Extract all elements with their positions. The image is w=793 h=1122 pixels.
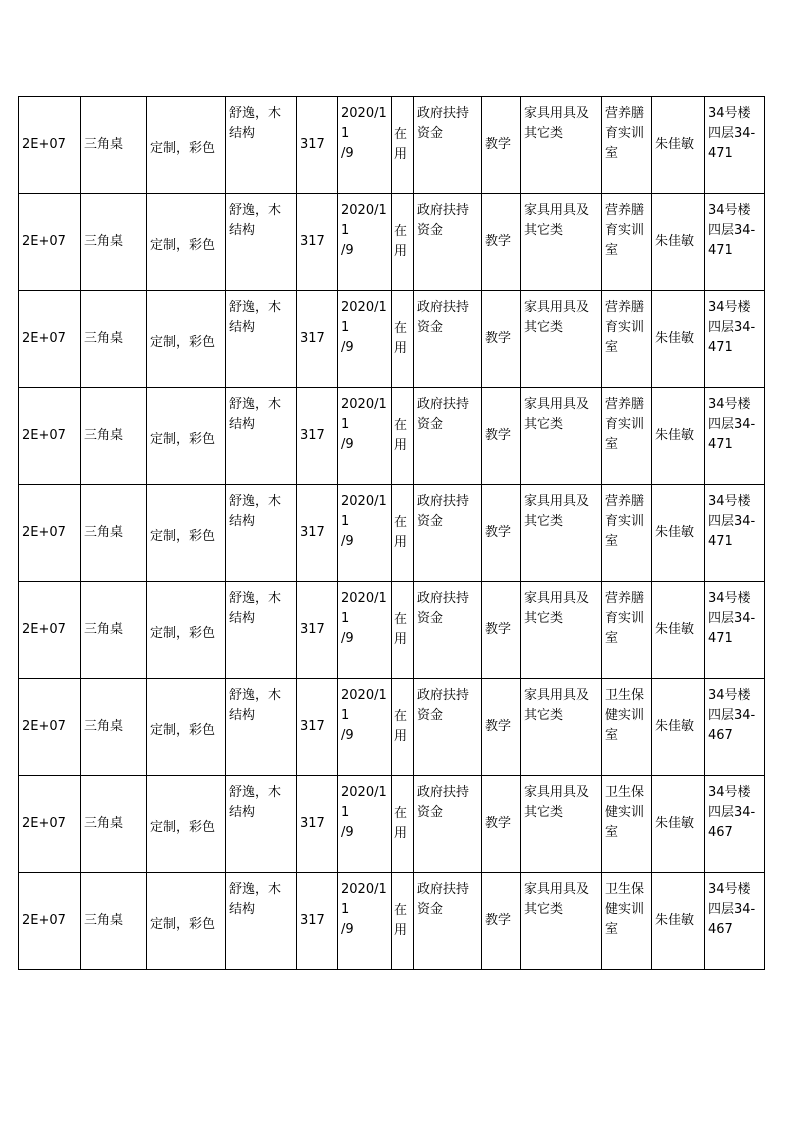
funding-source-cell: 政府扶持 资金: [414, 582, 482, 679]
asset-code-cell: 2E+07: [19, 97, 81, 194]
usage-cell: 教学: [482, 679, 521, 776]
price-cell: 317: [297, 679, 338, 776]
price-cell: 317: [297, 97, 338, 194]
funding-source-cell: 政府扶持 资金: [414, 485, 482, 582]
spec-cell: 定制，彩色: [147, 776, 226, 873]
asset-name-cell: 三角桌: [81, 582, 147, 679]
custodian-cell: 朱佳敏: [652, 679, 705, 776]
status-cell: 在 用: [392, 388, 414, 485]
spec-cell: 定制，彩色: [147, 291, 226, 388]
purchase-date-cell: 2020/11 /9: [338, 194, 392, 291]
status-cell: 在 用: [392, 485, 414, 582]
usage-cell: 教学: [482, 485, 521, 582]
model-cell: 舒逸，木 结构: [226, 485, 297, 582]
room-cell: 营养膳 育实训 室: [602, 97, 652, 194]
location-cell: 34号楼 四层34- 467: [705, 679, 765, 776]
room-cell: 营养膳 育实训 室: [602, 582, 652, 679]
model-cell: 舒逸，木 结构: [226, 194, 297, 291]
table-row: [19, 388, 765, 485]
room-cell: 营养膳 育实训 室: [602, 291, 652, 388]
asset-code-cell: 2E+07: [19, 776, 81, 873]
custodian-cell: 朱佳敏: [652, 194, 705, 291]
funding-source-cell: 政府扶持 资金: [414, 97, 482, 194]
status-cell: 在 用: [392, 582, 414, 679]
usage-cell: 教学: [482, 97, 521, 194]
category-cell: 家具用具及 其它类: [521, 291, 602, 388]
location-cell: 34号楼 四层34- 471: [705, 485, 765, 582]
location-cell: 34号楼 四层34- 471: [705, 97, 765, 194]
purchase-date-cell: 2020/11 /9: [338, 485, 392, 582]
spec-cell: 定制，彩色: [147, 582, 226, 679]
category-cell: 家具用具及 其它类: [521, 388, 602, 485]
model-cell: 舒逸，木 结构: [226, 679, 297, 776]
table-row: [19, 679, 765, 776]
price-cell: 317: [297, 873, 338, 970]
status-cell: 在 用: [392, 776, 414, 873]
funding-source-cell: 政府扶持 资金: [414, 388, 482, 485]
model-cell: 舒逸，木 结构: [226, 776, 297, 873]
funding-source-cell: 政府扶持 资金: [414, 873, 482, 970]
custodian-cell: 朱佳敏: [652, 582, 705, 679]
asset-code-cell: 2E+07: [19, 485, 81, 582]
status-cell: 在 用: [392, 873, 414, 970]
category-cell: 家具用具及 其它类: [521, 582, 602, 679]
table-row: [19, 97, 765, 194]
table-row: [19, 291, 765, 388]
custodian-cell: 朱佳敏: [652, 291, 705, 388]
room-cell: 卫生保 健实训 室: [602, 873, 652, 970]
location-cell: 34号楼 四层34- 471: [705, 388, 765, 485]
asset-name-cell: 三角桌: [81, 388, 147, 485]
spec-cell: 定制，彩色: [147, 873, 226, 970]
status-cell: 在 用: [392, 291, 414, 388]
funding-source-cell: 政府扶持 资金: [414, 291, 482, 388]
usage-cell: 教学: [482, 873, 521, 970]
model-cell: 舒逸，木 结构: [226, 388, 297, 485]
location-cell: 34号楼 四层34- 471: [705, 582, 765, 679]
spec-cell: 定制，彩色: [147, 485, 226, 582]
asset-code-cell: 2E+07: [19, 194, 81, 291]
custodian-cell: 朱佳敏: [652, 776, 705, 873]
table-row: [19, 194, 765, 291]
custodian-cell: 朱佳敏: [652, 873, 705, 970]
asset-code-cell: 2E+07: [19, 291, 81, 388]
asset-name-cell: 三角桌: [81, 873, 147, 970]
usage-cell: 教学: [482, 194, 521, 291]
status-cell: 在 用: [392, 97, 414, 194]
asset-table-body: [19, 97, 765, 970]
room-cell: 营养膳 育实训 室: [602, 388, 652, 485]
room-cell: 卫生保 健实训 室: [602, 679, 652, 776]
model-cell: 舒逸，木 结构: [226, 291, 297, 388]
price-cell: 317: [297, 388, 338, 485]
usage-cell: 教学: [482, 291, 521, 388]
usage-cell: 教学: [482, 388, 521, 485]
asset-name-cell: 三角桌: [81, 291, 147, 388]
price-cell: 317: [297, 194, 338, 291]
table-row: [19, 582, 765, 679]
model-cell: 舒逸，木 结构: [226, 582, 297, 679]
status-cell: 在 用: [392, 194, 414, 291]
asset-table: [18, 96, 765, 970]
purchase-date-cell: 2020/11 /9: [338, 97, 392, 194]
table-row: [19, 873, 765, 970]
table-row: [19, 485, 765, 582]
custodian-cell: 朱佳敏: [652, 388, 705, 485]
asset-name-cell: 三角桌: [81, 194, 147, 291]
room-cell: 营养膳 育实训 室: [602, 485, 652, 582]
asset-code-cell: 2E+07: [19, 873, 81, 970]
purchase-date-cell: 2020/11 /9: [338, 873, 392, 970]
category-cell: 家具用具及 其它类: [521, 776, 602, 873]
custodian-cell: 朱佳敏: [652, 485, 705, 582]
price-cell: 317: [297, 485, 338, 582]
funding-source-cell: 政府扶持 资金: [414, 194, 482, 291]
spec-cell: 定制，彩色: [147, 388, 226, 485]
category-cell: 家具用具及 其它类: [521, 194, 602, 291]
custodian-cell: 朱佳敏: [652, 97, 705, 194]
room-cell: 营养膳 育实训 室: [602, 194, 652, 291]
asset-name-cell: 三角桌: [81, 97, 147, 194]
usage-cell: 教学: [482, 582, 521, 679]
asset-code-cell: 2E+07: [19, 582, 81, 679]
category-cell: 家具用具及 其它类: [521, 97, 602, 194]
room-cell: 卫生保 健实训 室: [602, 776, 652, 873]
purchase-date-cell: 2020/11 /9: [338, 291, 392, 388]
model-cell: 舒逸，木 结构: [226, 873, 297, 970]
purchase-date-cell: 2020/11 /9: [338, 776, 392, 873]
status-cell: 在 用: [392, 679, 414, 776]
spec-cell: 定制，彩色: [147, 679, 226, 776]
asset-code-cell: 2E+07: [19, 679, 81, 776]
model-cell: 舒逸，木 结构: [226, 97, 297, 194]
asset-name-cell: 三角桌: [81, 776, 147, 873]
category-cell: 家具用具及 其它类: [521, 873, 602, 970]
location-cell: 34号楼 四层34- 467: [705, 776, 765, 873]
purchase-date-cell: 2020/11 /9: [338, 388, 392, 485]
usage-cell: 教学: [482, 776, 521, 873]
spec-cell: 定制，彩色: [147, 194, 226, 291]
price-cell: 317: [297, 582, 338, 679]
asset-name-cell: 三角桌: [81, 485, 147, 582]
funding-source-cell: 政府扶持 资金: [414, 776, 482, 873]
asset-name-cell: 三角桌: [81, 679, 147, 776]
location-cell: 34号楼 四层34- 471: [705, 194, 765, 291]
price-cell: 317: [297, 291, 338, 388]
category-cell: 家具用具及 其它类: [521, 679, 602, 776]
spec-cell: 定制，彩色: [147, 97, 226, 194]
location-cell: 34号楼 四层34- 471: [705, 291, 765, 388]
purchase-date-cell: 2020/11 /9: [338, 679, 392, 776]
category-cell: 家具用具及 其它类: [521, 485, 602, 582]
funding-source-cell: 政府扶持 资金: [414, 679, 482, 776]
location-cell: 34号楼 四层34- 467: [705, 873, 765, 970]
asset-code-cell: 2E+07: [19, 388, 81, 485]
purchase-date-cell: 2020/11 /9: [338, 582, 392, 679]
table-row: [19, 776, 765, 873]
price-cell: 317: [297, 776, 338, 873]
